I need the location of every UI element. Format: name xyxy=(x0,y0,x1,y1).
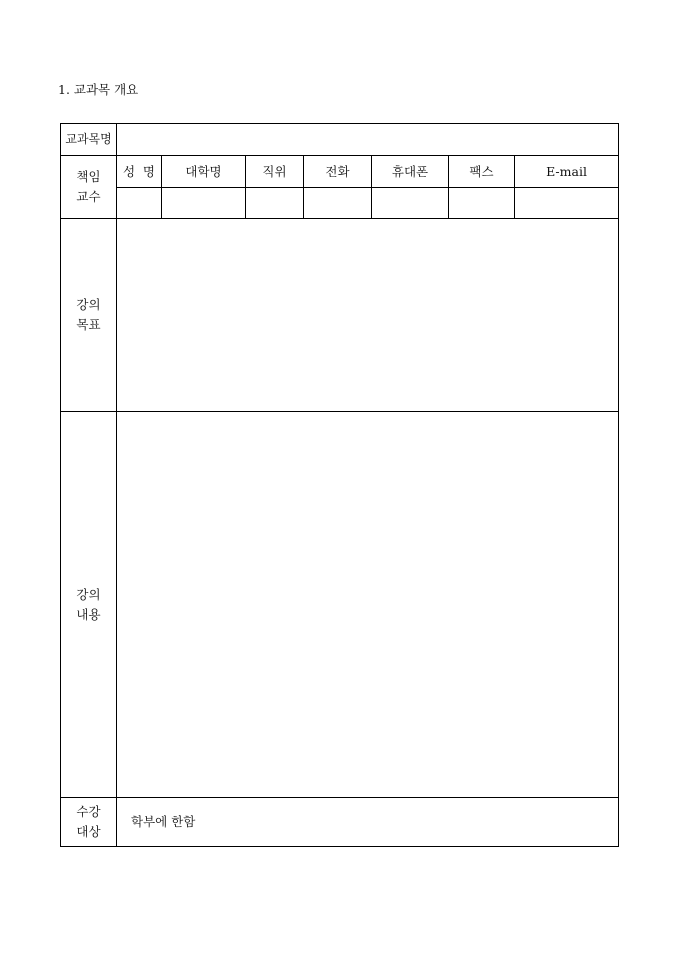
col-phone-header: 전화 xyxy=(304,156,372,188)
professor-label: 책임 교수 xyxy=(61,156,117,219)
course-content-field[interactable] xyxy=(117,412,619,798)
section-heading: 1. 교과목 개요 xyxy=(58,82,139,97)
col-mobile-header: 휴대폰 xyxy=(372,156,449,188)
course-content-label: 강의 내용 xyxy=(61,412,117,798)
col-name-header: 성 명 xyxy=(117,156,162,188)
course-overview-table xyxy=(60,123,619,847)
course-name-value[interactable] xyxy=(117,124,619,156)
col-fax-header: 팩스 xyxy=(449,156,515,188)
position-field[interactable] xyxy=(246,188,304,219)
col-email-header: E-mail xyxy=(515,156,619,188)
course-name-label: 교과목명 xyxy=(61,124,117,156)
name-field[interactable] xyxy=(117,188,162,219)
target-label: 수강 대상 xyxy=(61,798,117,847)
mobile-field[interactable] xyxy=(372,188,449,219)
email-field[interactable] xyxy=(515,188,619,219)
university-field[interactable] xyxy=(162,188,246,219)
fax-field[interactable] xyxy=(449,188,515,219)
target-value[interactable]: 학부에 한함 xyxy=(117,798,619,847)
course-goal-label: 강의 목표 xyxy=(61,219,117,412)
col-university-header: 대학명 xyxy=(162,156,246,188)
col-position-header: 직위 xyxy=(246,156,304,188)
phone-field[interactable] xyxy=(304,188,372,219)
course-goal-field[interactable] xyxy=(117,219,619,412)
